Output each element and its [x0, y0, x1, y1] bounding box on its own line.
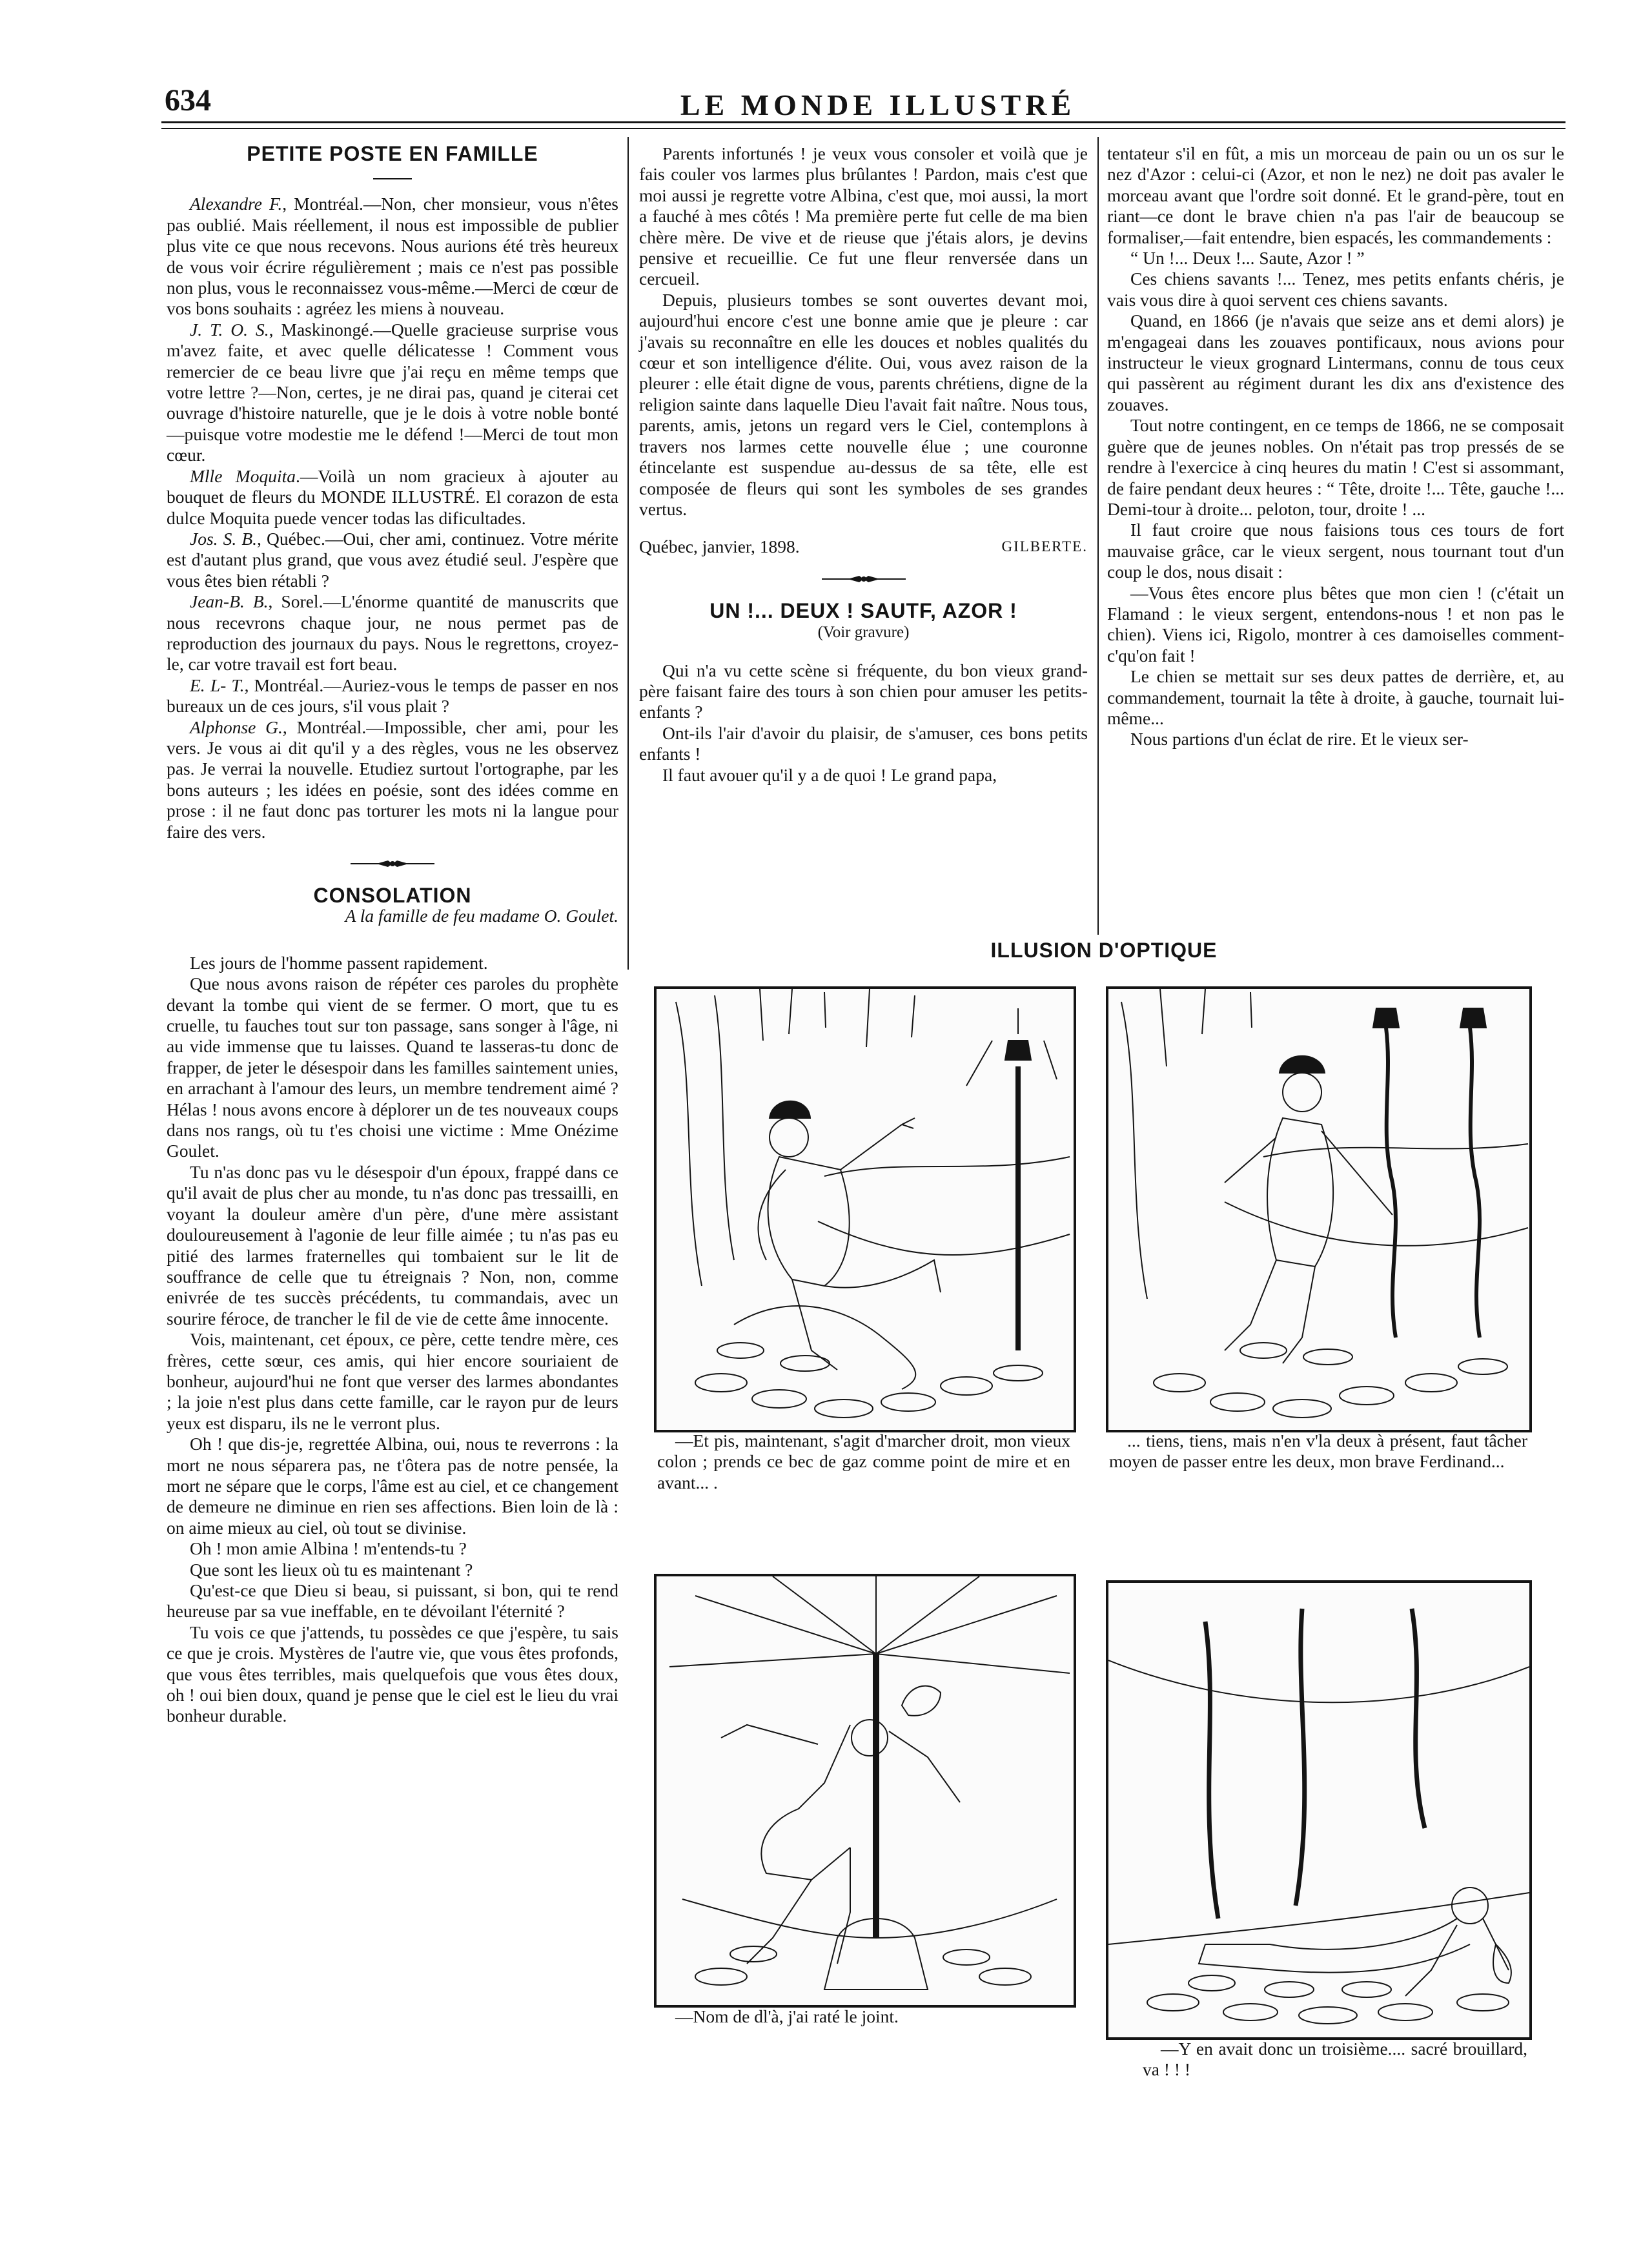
section-title-petite-poste: PETITE POSTE EN FAMILLE [247, 142, 538, 165]
ornament-divider [351, 859, 434, 868]
panel-caption [1143, 2039, 1527, 2081]
paragraph: Que nous avons raison de répéter ces paroles du prophète devant la tombe qui vient de se fermer. O mort, que tu es cruelle, tu fauches tout sur ton passage, sans songer à l'âge, ni au vide immense que tu laisses. Quand te lasseras-tu donc de frapper, de jeter le désespoir dans les familles saintement unies, en arrachant à l'amour des leurs, un membre tendrement aimé ? Hélas ! nous avons encore à déplorer un de tes nouveaux coups dans nos rangs, où tu t'es choisi une victime : Mme Onézime Goulet. [167, 973, 618, 1161]
author-signature: GILBERTE. [1001, 538, 1088, 555]
ornament-divider [822, 575, 906, 584]
letter-entry: Alexandre F., Montréal.—Non, cher monsieur, vous n'êtes pas oublié. Mais réellement, il nous est impossible de publier plus vite ce que nous recevons. Nous aurions été très heureux de vous voir écrire régulièrement ; mais ce n'est pas possible non plus, vous le reconnaissez vous-même.—Merci de cœur de vos bons souhaits : agréez les miens à nouveau. [167, 194, 618, 319]
paragraph: Il faut croire que nous faisions tous ces tours de fort mauvaise grâce, car le vieux sergent, nous tournant tout d'un coup le dos, nous disait : [1107, 520, 1564, 582]
illustration-title: ILLUSION D'OPTIQUE [990, 939, 1218, 962]
letter-entry: Alphonse G., Montréal.—Impossible, cher ami, pour les vers. Je vous ai dit qu'il y a des règles, vous ne les observez pas. Je verrai la nouvelle. Etudiez surtout l'ortographe, par les bons auteurs ; les idées en poésie, sont des idées comme en prose : il ne faut donc pas torturer les mots ni la langue pour faire des vers. [167, 717, 618, 842]
paragraph: Tout notre contingent, en ce temps de 1866, ne se composait guère que de jeunes nobles. On n'était pas trop pressés de se rendre à l'exercice à cinq heures du matin ! C'est si assommant, de faire pendant deux heures : “ Tête, droite !... Tête, gauche !... Demi-tour à droite... peloton, tour, droite ! ... [1107, 415, 1564, 519]
comic-panel-2 [1106, 986, 1532, 1432]
paragraph: Parents infortunés ! je veux vous consoler et voilà que je fais couler vos larmes plus brûlantes ! Pardon, mais c'est que moi aussi je regrette votre Albina, c'est que, moi aussi, la mort a fauché à mes côtés ! Ma première perte fut celle de ma bien chère mère. De vive et de rieuse que j'étais alors, je devins pensive et recueillie. Ce fut une fleur renversée dans un cercueil. [639, 143, 1088, 289]
drunk-man-fallen-illustration [1108, 1583, 1529, 2037]
paragraph: Qui n'a vu cette scène si fréquente, du bon vieux grand-père faisant faire des tours à son chien pour amuser les petits-enfants ? [639, 660, 1088, 722]
caption-text: —Nom de dl'à, j'ai raté le joint. [675, 2006, 899, 2026]
page-number: 634 [165, 83, 211, 117]
paragraph: tentateur s'il en fût, a mis un morceau de pain ou un os sur le nez d'Azor : celui-ci (Azor, et non le nez) ne doit pas avaler le morceau avant que l'ordre soit donné. Et le grand-père, tout en riant—ce dont le brave chien n'a pas l'air de beaucoup se formaliser,—fait entendre, bien espacés, les commandements : [1107, 143, 1564, 247]
letter-entry: Mlle Moquita.—Voilà un nom gracieux à ajouter au bouquet de fleurs du MONDE ILLUSTRÉ. El corazon de esta dulce Moquita puede vencer todas las dificultades. [167, 465, 618, 528]
paragraph: Ces chiens savants !... Tenez, mes petits enfants chéris, je vais vous dire à quoi servent ces chiens savants. [1107, 269, 1564, 310]
place-date: Québec, janvier, 1898. [639, 536, 800, 557]
paragraph: Tu vois ce que j'attends, tu possèdes ce que j'espère, tu sais ce que je crois. Mystères de l'autre vie, que vous êtes profonds, que vous êtes terribles, mais quelquefois que vous êtes doux, oh ! oui bien doux, quand je pense que le ciel est le lieu du vrai bonheur durable. [167, 1622, 618, 1726]
letter-entry: Jean-B. B., Sorel.—L'énorme quantité de manuscrits que nous recevrons chaque jour, ne nous permet pas de reproduction des journaux du pays. Nous le regrettons, croyez-le, car votre travail est fort beau. [167, 591, 618, 675]
drunk-man-two-lamps-illustration [1108, 989, 1529, 1430]
section-title-consolation: CONSOLATION [313, 884, 472, 907]
comic-panel-3 [654, 1574, 1076, 2008]
dedication: A la famille de feu madame O. Goulet. [345, 906, 618, 926]
paragraph: Depuis, plusieurs tombes se sont ouvertes devant moi, aujourd'hui encore c'est une bonne amie que je pleure : car j'avais su reconnaître en elle les douces et nobles qualités du cœur et son intelligence d'élite. Oui, vous avez raison de la pleurer : elle était digne de vous, parents chrétiens, digne de la religion sainte dans laquelle Dieu l'avait fait naître. Nous tous, parents, amis, jetons un regard vers le Ciel, contemplons à travers nos larmes cette nouvelle élue ; une couronne étincelante est suspendue au-dessus de sa tête, elle est composée de fleurs qui sont les symboles de ses grandes vertus. [639, 289, 1088, 519]
paragraph: Il faut avouer qu'il y a de quoi ! Le grand papa, [662, 764, 997, 785]
column-1 [167, 143, 618, 1727]
column-divider [627, 137, 629, 970]
column-3 [1107, 143, 1564, 750]
letter-entry: E. L- T., Montréal.—Auriez-vous le temps de passer en nos bureaux un de ces jours, s'il vous plait ? [167, 675, 618, 717]
paragraph: Tu n'as donc pas vu le désespoir d'un époux, frappé dans ce qu'il avait de plus cher au monde, tu n'as donc pas tressailli, en voyant la douleur amère d'un père, d'une mère assistant douloureusement à l'agonie de leur fille aimée ; tu n'as pas eu pitié des larmes fraternelles qui tombaient sur le lit de souffrance de celle que tu étreignais ? Non, non, comme enivrée de tes succès précédents, tu commandais, avec un sourire féroce, de trancher le fil de vie de cette âme innocente. [167, 1161, 618, 1329]
caption-text: —Et pis, maintenant, s'agit d'marcher droit, mon vieux colon ; prends ce bec de gaz comme point de mire et en avant... . [657, 1430, 1070, 1492]
letter-entry: J. T. O. S., Maskinongé.—Quelle gracieuse surprise vous m'avez faite, et avec quelle délicatesse ! Comment vous remercier de ce beau livre que j'ai reçu en même temps que votre lettre ?—Non, certes, je ne dirai pas, quand je citerai cet ouvrage d'histoire naturelle, que je le dois à votre noble bonté—puisque votre modestie me le défend !—Merci de tout mon cœur. [167, 319, 618, 465]
masthead: LE MONDE ILLUSTRÉ [680, 88, 1076, 121]
paragraph: Le chien se mettait sur ses deux pattes de derrière, et, au commandement, tournait la tête à droite, à gauche, tournait lui-même... [1107, 666, 1564, 728]
signature-row [639, 536, 1088, 557]
paragraph: Que sont les lieux où tu es maintenant ? [190, 1559, 473, 1580]
header-rule [161, 121, 1565, 123]
panel-caption [657, 1430, 1070, 1493]
panel-caption [657, 2006, 1070, 2027]
paragraph: Nous partions d'un éclat de rire. Et le vieux ser- [1130, 729, 1469, 749]
caption-text: ... tiens, tiens, mais n'en v'la deux à présent, faut tâcher moyen de passer entre les deux, mon brave Ferdinand... [1109, 1430, 1527, 1472]
drunk-man-hitting-lamp-illustration [657, 1576, 1074, 2005]
section-title-azor: UN !... DEUX ! SAUTF, AZOR ! [709, 598, 1017, 622]
column-2 [639, 143, 1088, 786]
paragraph: Quand, en 1866 (je n'avais que seize ans et demi alors) je m'engageai dans les zouaves pontificaux, nous avions pour instructeur le vieux grognard Lintermans, connu de tous ceux qui passèrent au régiment durant les dix ans d'existence des zouaves. [1107, 310, 1564, 414]
panel-caption [1109, 1430, 1527, 1472]
paragraph: “ Un !... Deux !... Saute, Azor ! ” [1130, 248, 1365, 269]
paragraph: Oh ! mon amie Albina ! m'entends-tu ? [190, 1538, 467, 1559]
column-divider [1097, 137, 1099, 935]
caption-text: —Y en avait donc un troisième.... sacré brouillard, va ! ! ! [1143, 2039, 1527, 2080]
paragraph: Ont-ils l'air d'avoir du plaisir, de s'amuser, ces bons petits enfants ! [639, 722, 1088, 764]
paragraph: —Vous êtes encore plus bêtes que mon cien ! (c'était un Flamand : le vieux sergent, entendons-nous ! et non pas le chien). Viens ici, Rigolo, montrer à ces damoiselles comment-c'qu'on fait ! [1107, 582, 1564, 666]
paragraph: Vois, maintenant, cet époux, ce père, cette tendre mère, ces frères, cette sœur, ces amis, qui hier encore souriaient de bonheur, aujourd'hui ne font que verser des larmes abondantes ; la joie n'est plus dans cette famille, car le rayon pur de leurs yeux est disparu, ils ne le verront plus. [167, 1329, 618, 1433]
header-rule-thin [161, 128, 1565, 129]
paragraph: Oh ! que dis-je, regrettée Albina, oui, nous te reverrons : la mort ne nous séparera pas, ne t'ôtera pas de notre pensée, la mort ne sépare que le corps, l'âme est au ciel, et ce changement de demeure ne diminue en rien ses affections. Bien loin de là : on aime mieux au ciel, où tout se divinise. [167, 1434, 618, 1538]
section-subtitle: (Voir gravure) [817, 624, 910, 642]
comic-panel-4 [1106, 1580, 1532, 2040]
drunk-man-walking-illustration [657, 989, 1074, 1430]
letter-entry: Jos. S. B., Québec.—Oui, cher ami, continuez. Votre mérite est d'autant plus grand, que vous avez étudié seul. J'espère que vous êtes bien rétabli ? [167, 528, 618, 591]
paragraph: Qu'est-ce que Dieu si beau, si puissant, si bon, qui te rend heureuse par sa vue ineffable, en te dévoilant l'éternité ? [167, 1580, 618, 1622]
paragraph: Les jours de l'homme passent rapidement. [190, 952, 488, 973]
title-rule [373, 178, 412, 179]
comic-panel-1 [654, 986, 1076, 1432]
